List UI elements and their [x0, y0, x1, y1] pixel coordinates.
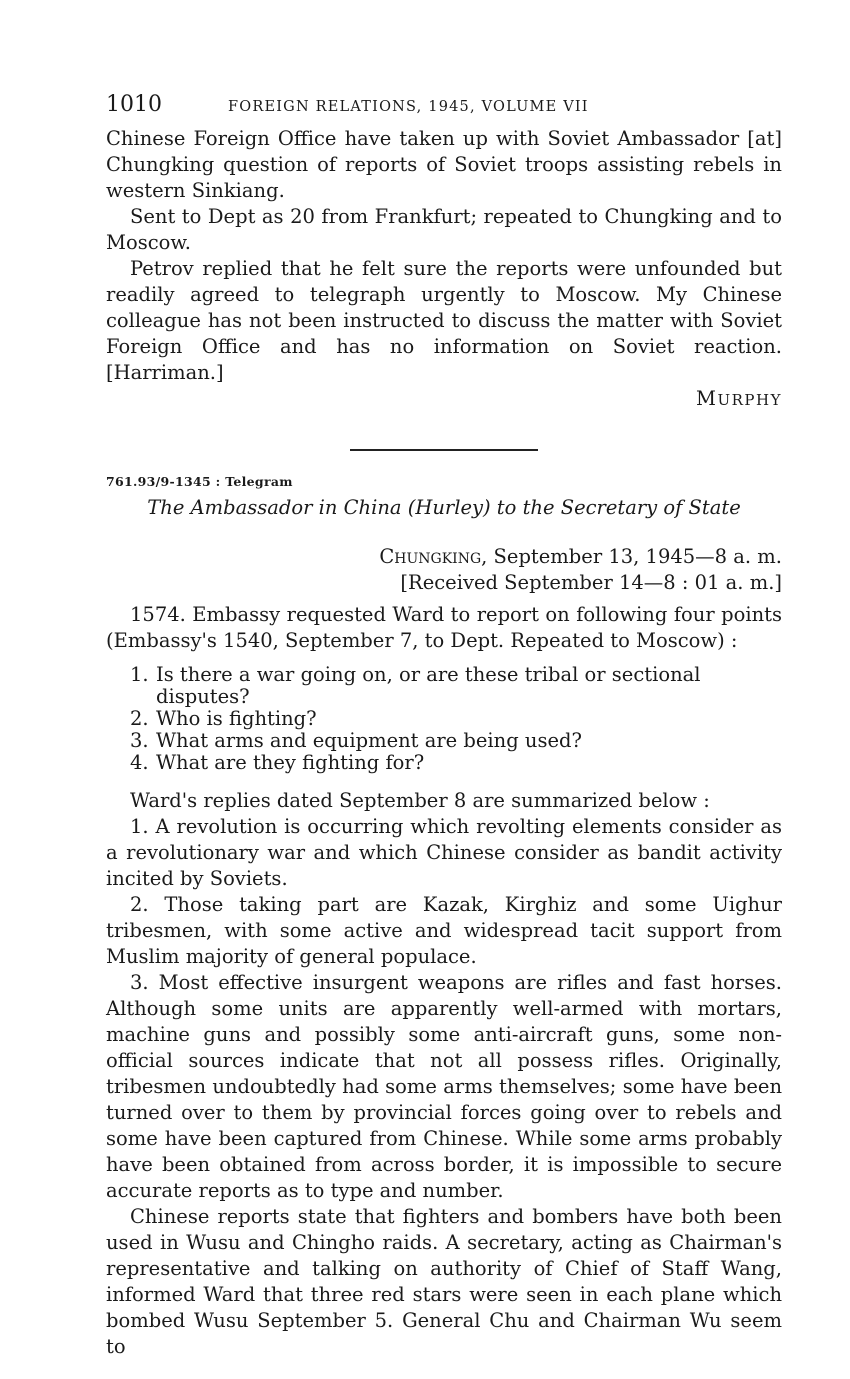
question-item: 2. Who is fighting?	[130, 706, 317, 730]
question-item: 3. What arms and equipment are being used?	[130, 728, 582, 752]
signature: MURPHY	[696, 387, 782, 410]
telegram-paragraph: 1574. Embassy requested Ward to report on following four points (Embassy's 1540, September 7, to Dept. Repeated to Moscow) :	[106, 602, 782, 652]
section-divider	[350, 449, 538, 451]
continued-paragraph: Petrov replied that he felt sure the reports were unfounded but readily agreed to telegraph urgently to Moscow. My Chinese colleague has not been instructed to discuss the matter with Soviet Foreign Office and has no information on Soviet reaction. [Harriman.]	[106, 257, 782, 384]
reply-paragraph: 1. A revolution is occurring which revolting elements consider as a revolutionary war and which Chinese consider as bandit activity incited by Soviets.	[106, 814, 782, 890]
dateline-place: Chungking,	[379, 544, 488, 568]
question-list	[106, 664, 782, 774]
reply-paragraph: 2. Those taking part are Kazak, Kirghiz and some Uighur tribesmen, with some active and widespread tacit support from Muslim majority of general populace.	[106, 892, 782, 968]
reply-paragraph: 3. Most effective insurgent weapons are rifles and fast horses. Although some units are apparently well-armed with mortars, machine guns and possibly some anti-aircraft guns, some non-official sources indicate that not all possess rifles. Originally, tribesmen undoubtedly had some arms themselves; some have been turned over to them by provincial forces going over to rebels and some have been captured from Chinese. While some arms probably have been obtained from across border, it is impossible to secure accurate reports as to type and number.	[106, 970, 782, 1202]
document-heading: The Ambassador in China (Hurley) to the Secretary of State	[147, 495, 741, 519]
running-title: FOREIGN RELATIONS, 1945, VOLUME VII	[228, 99, 589, 115]
dateline	[106, 544, 782, 596]
dateline-date: September 13, 1945—8 a. m.	[493, 544, 782, 568]
running-header	[106, 92, 782, 126]
document-page	[106, 92, 782, 1360]
received-line: [Received September 14—8 : 01 a. m.]	[400, 570, 782, 594]
page-number: 1010	[106, 92, 162, 117]
reply-paragraph: Chinese reports state that fighters and bombers have both been used in Wusu and Chingho raids. A secretary, acting as Chairman's representative and talking on authority of Chief of Staff Wang, informed Ward that three red stars were seen in each plane which bombed Wusu September 5. General Chu and Chairman Wu seem to	[106, 1204, 782, 1358]
question-item: 1. Is there a war going on, or are these tribal or sectional disputes?	[130, 662, 701, 708]
continued-paragraph: Chinese Foreign Office have taken up with Soviet Ambassador [at] Chungking question of reports of Soviet troops assisting rebels in western Sinkiang.	[106, 127, 782, 202]
replies-intro: Ward's replies dated September 8 are summarized below :	[130, 788, 710, 812]
continued-paragraph: Sent to Dept as 20 from Frankfurt; repeated to Chungking and to Moscow.	[106, 205, 782, 254]
file-reference: 761.93/9-1345 : Telegram	[106, 473, 293, 489]
question-item: 4. What are they fighting for?	[130, 750, 425, 774]
